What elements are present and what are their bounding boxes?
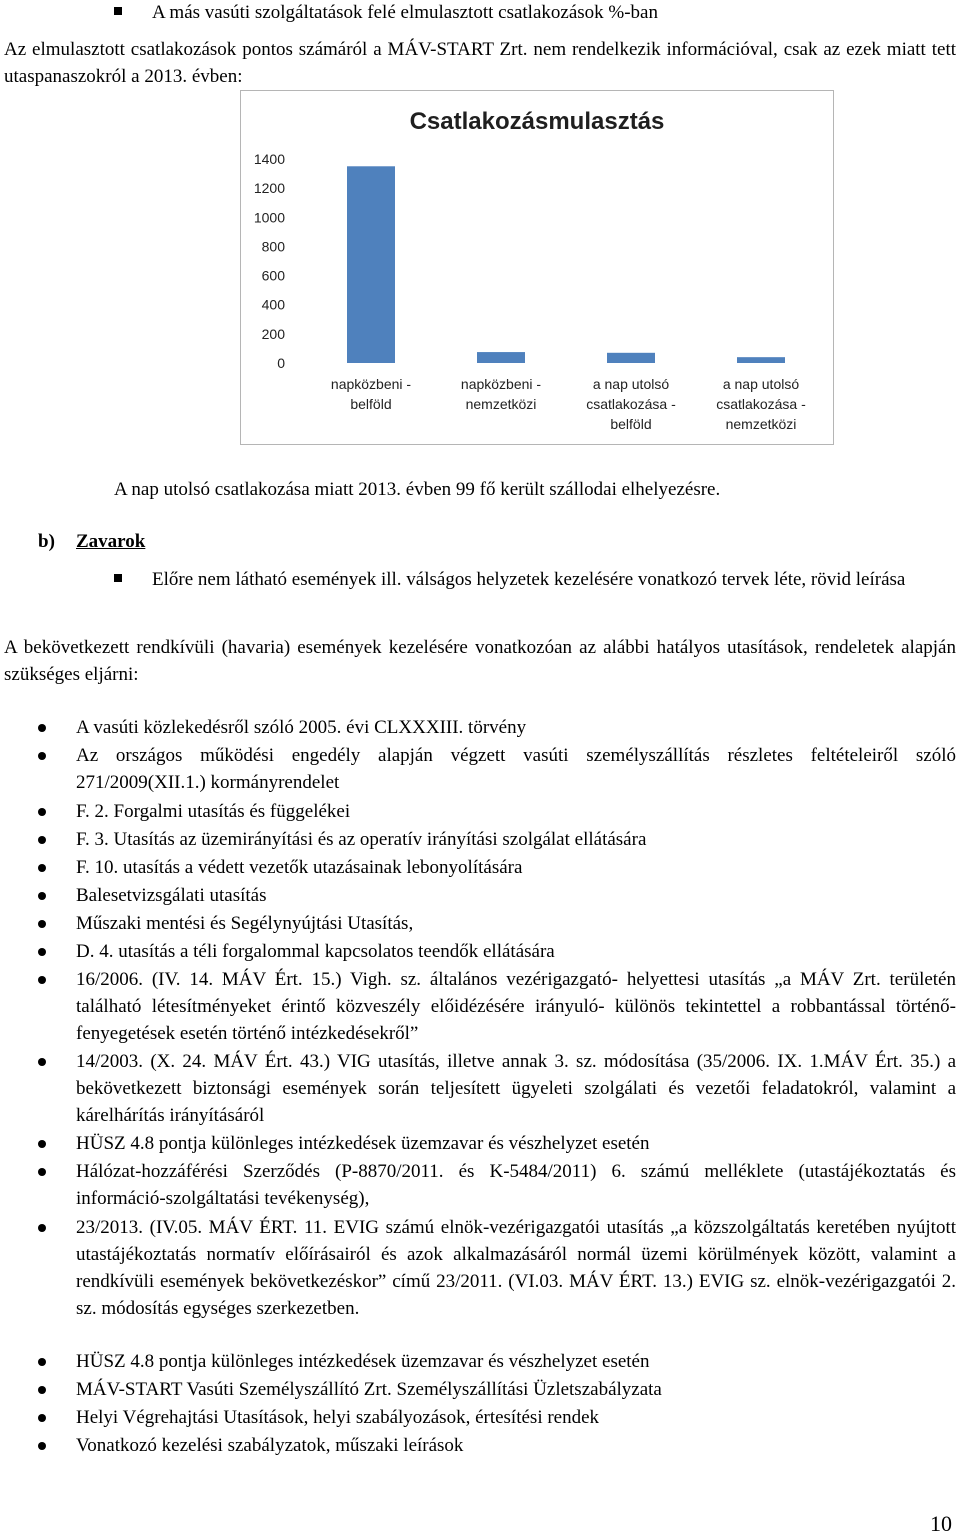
list-item: Műszaki mentési és Segélynyújtási Utasítás, [76, 913, 414, 934]
intro-paragraph: Az elmulasztott csatlakozások pontos számáról a MÁV-START Zrt. nem rendelkezik információval, csak az ezek miatt tett utaspanaszokról a 2013. évben: [4, 39, 956, 87]
list-item: Helyi Végrehajtási Utasítások, helyi szabályozások, értesítési rendek [76, 1407, 600, 1428]
list-bullet-icon [38, 864, 46, 872]
y-tick-label: 200 [261, 325, 285, 342]
x-tick-label: napközbeni -belföld [330, 376, 412, 412]
section-b-bullet-text: Előre nem látható események ill. válságos helyzetek kezelésére vonatkozó tervek léte, rövid leírása [152, 569, 906, 590]
chart-bar [737, 357, 785, 363]
list-bullet-icon [38, 1442, 46, 1450]
section-b-title: Zavarok [76, 531, 146, 552]
y-tick-label: 1200 [253, 180, 285, 197]
page-number: 10 [930, 1511, 952, 1536]
x-tick-label: a nap utolsó csatlakozása -nemzetközi [716, 376, 806, 432]
list-item: HÜSZ 4.8 pontja különleges intézkedések üzemzavar és vészhelyzet esetén [76, 1133, 650, 1154]
list-bullet-icon [38, 920, 46, 928]
list-bullet-icon [38, 1358, 46, 1366]
list-bullet-icon [38, 808, 46, 816]
y-tick-label: 0 [277, 355, 285, 371]
list-bullet-icon [38, 1140, 46, 1148]
list-item: D. 4. utasítás a téli forgalommal kapcsolatos teendők ellátására [76, 941, 555, 962]
chart-bars [347, 166, 785, 363]
intro-bullet-heading: A más vasúti szolgáltatások felé elmulasztott csatlakozások %-ban [152, 2, 658, 23]
y-axis-ticks [254, 151, 285, 371]
x-tick-label: a nap utolsó csatlakozása -belföld [586, 376, 676, 432]
section-b-paragraph: A bekövetkezett rendkívüli (havaria) események kezelésére vonatkozóan az alábbi hatályos utasítások, rendeletek alapján szükséges eljárni: [4, 637, 956, 685]
list-bullet-icon [38, 948, 46, 956]
y-tick-label: 600 [261, 267, 285, 284]
list-item: Vonatkozó kezelési szabályzatok, műszaki leírások [76, 1435, 464, 1456]
list-item: A vasúti közlekedésről szóló 2005. évi CLXXXIII. törvény [76, 717, 527, 738]
chart-bar [347, 166, 395, 363]
list-item: Az országos működési engedély alapján végzett vasúti személyszállítás részletes feltételeiről szóló 271/2009(XII.1.) kormányrendelet [76, 745, 956, 793]
y-tick-label: 800 [261, 238, 285, 255]
list-item: 23/2013. (IV.05. MÁV ÉRT. 11. EVIG számú elnök-vezérigazgatói utasítás „a közszolgáltatás keretében nyújtott utastájékoztatás normatív előírásairól és azok alkalmazásáról normál üzemi körülmények között, valamint a rendkívüli események bekövetkezéskor” című 23/2011. (VI.03. MÁV ÉRT. 13.) EVIG sz. elnök-vezérigazgatói 2. sz. módosítás egységes szerkezetben. [76, 1217, 956, 1319]
y-tick-label: 1000 [253, 209, 285, 226]
square-bullet-icon [114, 7, 122, 15]
after-chart-text: A nap utolsó csatlakozása miatt 2013. évben 99 fő került szállodai elhelyezésre. [114, 479, 721, 500]
list-bullet-icon [38, 1386, 46, 1394]
list-item: MÁV-START Vasúti Személyszállító Zrt. Személyszállítási Üzletszabályzata [76, 1379, 662, 1400]
list-bullet-icon [38, 752, 46, 760]
list-bullet-icon [38, 1168, 46, 1176]
list-item: HÜSZ 4.8 pontja különleges intézkedések üzemzavar és vészhelyzet esetén [76, 1351, 650, 1372]
y-tick-label: 1400 [253, 151, 285, 167]
list-item: F. 3. Utasítás az üzemirányítási és az operatív irányítási szolgálat ellátására [76, 829, 647, 850]
list-item: 14/2003. (X. 24. MÁV Ért. 43.) VIG utasítás, illetve annak 3. sz. módosítása (35/2006. IX. 1.MÁV Ért. 35.) a bekövetkezett biztonsági események során teljesített ügyeleti szolgálati és vezetői feladatokról, valamint a kárelhárítás irányításáról [76, 1051, 956, 1126]
chart-bar [477, 352, 525, 363]
section-b-label: b) [38, 531, 55, 552]
bar-chart [240, 90, 834, 445]
list-bullet-icon [38, 836, 46, 844]
chart-bar [607, 353, 655, 363]
x-tick-label: napközbeni -nemzetközi [460, 376, 542, 412]
chart-svg [241, 91, 833, 444]
x-axis-labels [331, 376, 806, 432]
y-tick-label: 400 [261, 296, 285, 313]
list-bullet-icon [38, 1224, 46, 1232]
chart-title: Csatlakozásmulasztás [409, 108, 665, 135]
list-item: F. 2. Forgalmi utasítás és függelékei [76, 801, 351, 822]
list-bullet-icon [38, 1414, 46, 1422]
list-item: F. 10. utasítás a védett vezetők utazásainak lebonyolítására [76, 857, 523, 878]
list-item: Balesetvizsgálati utasítás [76, 885, 267, 906]
list-bullet-icon [38, 976, 46, 984]
list-item: Hálózat-hozzáférési Szerződés (P-8870/2011. és K-5484/2011) 6. számú melléklete (utastájékoztatás és információ-szolgáltatási tevékenység), [76, 1161, 956, 1209]
list-bullet-icon [38, 1058, 46, 1066]
list-bullet-icon [38, 724, 46, 732]
list-item: 16/2006. (IV. 14. MÁV Ért. 15.) Vigh. sz. általános vezérigazgató- helyettesi utasítás „a MÁV Zrt. területén található létesítményeket érintő közveszély előidézésére irányuló- különös tekintettel a robbantással történő- fenyegetések esetén történő intézkedésekről” [76, 969, 956, 1044]
list-bullet-icon [38, 892, 46, 900]
